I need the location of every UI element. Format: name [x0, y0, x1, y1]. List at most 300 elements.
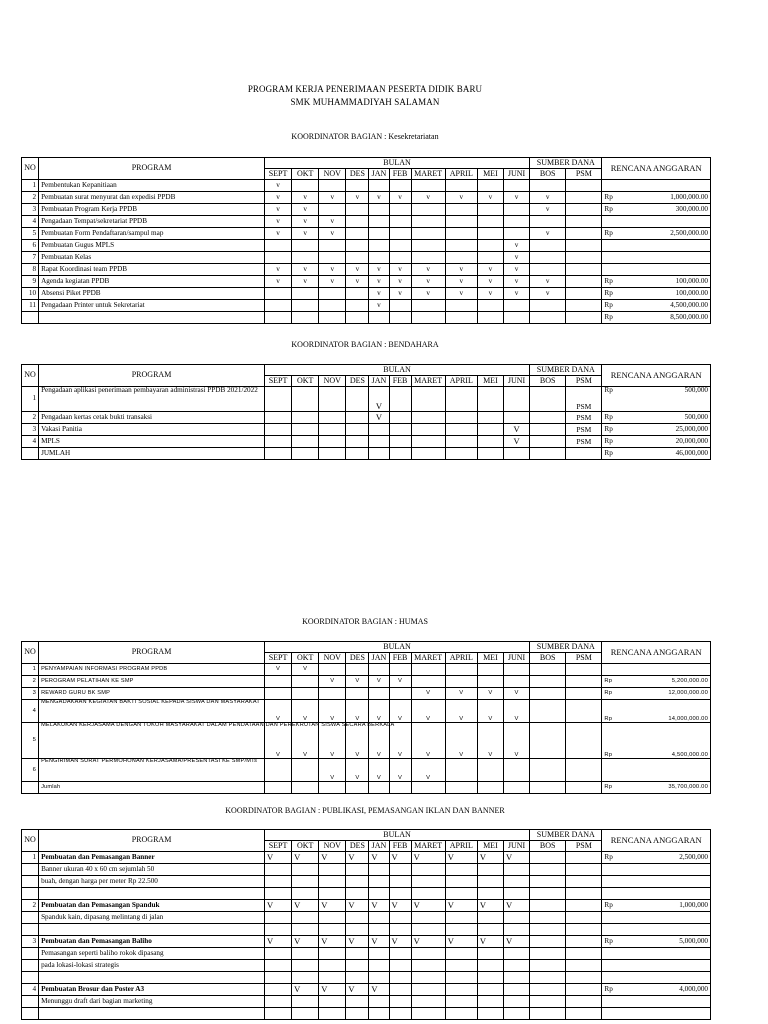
month-check — [265, 924, 292, 936]
table-row — [22, 782, 711, 794]
month-check — [292, 424, 319, 436]
header-month: NOV — [319, 841, 346, 852]
month-check — [319, 864, 346, 876]
program-cell: Vakasi Panitia — [39, 424, 265, 436]
budget-amount: 8,500,000.00 — [639, 312, 710, 324]
month-check — [265, 996, 292, 1008]
month-check — [265, 1008, 292, 1020]
source-psm — [566, 264, 602, 276]
currency-label — [602, 216, 639, 228]
row-number: 2 — [22, 676, 39, 688]
month-check — [503, 782, 529, 794]
month-check — [265, 288, 292, 300]
month-check — [346, 972, 369, 984]
month-check — [477, 312, 503, 324]
month-check: V — [369, 852, 389, 864]
source-bos — [530, 676, 566, 688]
header-program: PROGRAM — [39, 365, 265, 387]
row-number: 4 — [22, 436, 39, 448]
month-check — [411, 948, 445, 960]
budget-amount — [639, 912, 710, 924]
month-check — [319, 387, 346, 412]
program-cell — [39, 312, 265, 324]
month-check — [369, 864, 389, 876]
month-check: V — [369, 700, 389, 723]
budget-amount: 12,000,000.00 — [639, 688, 710, 700]
header-sumber-dana: SUMBER DANA — [530, 830, 602, 841]
month-check — [346, 912, 369, 924]
month-check — [503, 312, 529, 324]
month-check: V — [265, 852, 292, 864]
month-check: v — [477, 192, 503, 204]
month-check — [477, 1008, 503, 1020]
month-check — [389, 782, 411, 794]
source-bos — [530, 900, 566, 912]
month-check — [445, 888, 477, 900]
month-check — [292, 688, 319, 700]
program-cell: pada lokasi-lokasi strategis — [39, 960, 265, 972]
budget-amount: 1,000,000.00 — [639, 192, 710, 204]
budget-amount — [639, 888, 710, 900]
month-check — [503, 960, 529, 972]
month-check — [369, 960, 389, 972]
source-psm: PSM — [566, 387, 602, 412]
source-bos: v — [530, 192, 566, 204]
header-month: MEI — [477, 169, 503, 180]
month-check — [411, 240, 445, 252]
month-check — [477, 424, 503, 436]
month-check: v — [319, 216, 346, 228]
source-psm — [566, 192, 602, 204]
month-check: v — [411, 192, 445, 204]
month-check: V — [292, 664, 319, 676]
month-check: V — [477, 688, 503, 700]
budget-amount — [639, 240, 710, 252]
month-check — [369, 876, 389, 888]
program-cell: PEROGRAM PELATIHAN KE SMP — [39, 676, 265, 688]
row-number — [22, 996, 39, 1008]
row-number: 6 — [22, 759, 39, 782]
currency-label — [602, 924, 639, 936]
month-check — [445, 300, 477, 312]
month-check — [292, 288, 319, 300]
budget-amount — [639, 924, 710, 936]
month-check: v — [265, 192, 292, 204]
month-check — [477, 960, 503, 972]
header-source: PSM — [566, 376, 602, 387]
month-check — [389, 216, 411, 228]
month-check: V — [411, 723, 445, 759]
month-check: V — [265, 936, 292, 948]
month-check: V — [292, 852, 319, 864]
program-cell: MPLS — [39, 436, 265, 448]
source-bos — [530, 252, 566, 264]
source-bos — [530, 972, 566, 984]
month-check — [411, 387, 445, 412]
header-sumber-dana: SUMBER DANA — [530, 642, 602, 653]
month-check — [346, 240, 369, 252]
month-check — [346, 1008, 369, 1020]
month-check: v — [411, 264, 445, 276]
month-check: V — [411, 900, 445, 912]
month-check — [319, 688, 346, 700]
table-row — [22, 888, 711, 900]
month-check — [292, 996, 319, 1008]
source-bos: v — [530, 204, 566, 216]
month-check: V — [445, 936, 477, 948]
table-row — [22, 424, 711, 436]
header-month: OKT — [292, 169, 319, 180]
source-bos: v — [530, 276, 566, 288]
row-number — [22, 960, 39, 972]
month-check: V — [389, 936, 411, 948]
month-check — [369, 216, 389, 228]
month-check — [503, 996, 529, 1008]
month-check — [477, 300, 503, 312]
month-check — [346, 412, 369, 424]
month-check: v — [319, 192, 346, 204]
header-bulan: BULAN — [265, 158, 530, 169]
month-check: V — [346, 852, 369, 864]
month-check — [389, 300, 411, 312]
month-check: v — [503, 288, 529, 300]
row-number — [22, 312, 39, 324]
row-number — [22, 888, 39, 900]
source-psm: PSM — [566, 424, 602, 436]
header-month: JAN — [369, 841, 389, 852]
currency-label: Rp — [602, 700, 639, 723]
table-bendahara — [21, 364, 711, 460]
month-check — [389, 960, 411, 972]
source-psm — [566, 276, 602, 288]
source-psm — [566, 782, 602, 794]
month-check: V — [346, 723, 369, 759]
month-check: V — [265, 664, 292, 676]
header-sumber-dana: SUMBER DANA — [530, 365, 602, 376]
budget-amount: 100,000.00 — [639, 288, 710, 300]
month-check: V — [411, 759, 445, 782]
month-check: V — [389, 723, 411, 759]
month-check — [411, 984, 445, 996]
source-bos — [530, 448, 566, 460]
program-label: Pembuatan Brosur dan Poster A3 — [41, 984, 145, 993]
row-number: 1 — [22, 664, 39, 676]
month-check — [319, 888, 346, 900]
month-check: v — [477, 264, 503, 276]
program-cell: Jumlah — [39, 782, 265, 794]
month-check — [411, 252, 445, 264]
month-check — [265, 436, 292, 448]
month-check — [389, 312, 411, 324]
currency-label: Rp — [602, 782, 639, 794]
row-number — [22, 912, 39, 924]
month-check — [319, 180, 346, 192]
month-check — [389, 240, 411, 252]
month-check — [477, 216, 503, 228]
row-number: 4 — [22, 216, 39, 228]
month-check: V — [319, 852, 346, 864]
month-check: v — [411, 276, 445, 288]
month-check — [477, 984, 503, 996]
budget-amount — [639, 1008, 710, 1020]
month-check — [265, 888, 292, 900]
source-psm — [566, 924, 602, 936]
currency-label: Rp — [602, 300, 639, 312]
row-number: 3 — [22, 204, 39, 216]
program-cell: Spanduk kain, dipasang melintang di jalan — [39, 912, 265, 924]
header-month: OKT — [292, 841, 319, 852]
month-check — [389, 996, 411, 1008]
table-row — [22, 924, 711, 936]
header-month: JAN — [369, 376, 389, 387]
month-check — [411, 436, 445, 448]
month-check — [265, 948, 292, 960]
month-check — [389, 688, 411, 700]
month-check: V — [292, 984, 319, 996]
header-rencana-anggaran: RENCANA ANGGARAN — [602, 365, 711, 387]
month-check: v — [292, 204, 319, 216]
currency-label — [602, 912, 639, 924]
header-month: JUNI — [503, 841, 529, 852]
month-check — [292, 180, 319, 192]
currency-label — [602, 972, 639, 984]
month-check: V — [369, 387, 389, 412]
month-check: v — [369, 264, 389, 276]
source-psm — [566, 204, 602, 216]
month-check — [319, 876, 346, 888]
header-row — [22, 158, 711, 169]
month-check — [292, 759, 319, 782]
month-check: V — [477, 723, 503, 759]
month-check — [265, 876, 292, 888]
header-no: NO — [22, 158, 39, 180]
month-check — [445, 782, 477, 794]
program-cell: Pembuatan Form Pendaftaran/sampul map — [39, 228, 265, 240]
month-check: V — [319, 700, 346, 723]
month-check — [389, 1008, 411, 1020]
source-psm — [566, 936, 602, 948]
month-check — [346, 924, 369, 936]
month-check — [503, 876, 529, 888]
month-check — [411, 876, 445, 888]
header-month: FEB — [389, 841, 411, 852]
row-number: 3 — [22, 688, 39, 700]
header-source: BOS — [530, 169, 566, 180]
month-check — [369, 948, 389, 960]
month-check — [346, 864, 369, 876]
row-number: 1 — [22, 180, 39, 192]
program-label: Pembuatan dan Pemasangan Banner — [41, 852, 155, 861]
month-check: V — [319, 936, 346, 948]
month-check — [369, 924, 389, 936]
source-bos — [530, 300, 566, 312]
source-psm — [566, 723, 602, 759]
program-cell: Absensi Piket PPDB — [39, 288, 265, 300]
month-check: V — [503, 723, 529, 759]
source-bos — [530, 996, 566, 1008]
header-month: DES — [346, 376, 369, 387]
currency-label: Rp — [602, 723, 639, 759]
header-month: JUNI — [503, 169, 529, 180]
source-bos — [530, 852, 566, 864]
month-check: V — [369, 412, 389, 424]
currency-label: Rp — [602, 312, 639, 324]
month-check — [369, 888, 389, 900]
table-row — [22, 759, 711, 782]
table-row — [22, 876, 711, 888]
table-humas — [21, 641, 711, 794]
currency-label: Rp — [602, 276, 639, 288]
month-check — [292, 412, 319, 424]
header-month: FEB — [389, 653, 411, 664]
month-check — [477, 180, 503, 192]
row-number: 10 — [22, 288, 39, 300]
month-check — [265, 312, 292, 324]
month-check — [411, 664, 445, 676]
header-row — [22, 365, 711, 376]
month-check — [319, 288, 346, 300]
month-check — [477, 759, 503, 782]
month-check: V — [369, 984, 389, 996]
month-check — [346, 688, 369, 700]
month-check — [411, 412, 445, 424]
source-bos — [530, 664, 566, 676]
table-row — [22, 900, 711, 912]
month-check: v — [319, 264, 346, 276]
header-month: DES — [346, 841, 369, 852]
currency-label — [602, 888, 639, 900]
currency-label: Rp — [602, 204, 639, 216]
program-cell: REWARD GURU BK SMP — [39, 688, 265, 700]
source-psm — [566, 252, 602, 264]
program-cell: Agenda kegiatan PPDB — [39, 276, 265, 288]
month-check: V — [445, 688, 477, 700]
month-check — [445, 876, 477, 888]
program-cell: Pengadaan Printer untuk Sekretariat — [39, 300, 265, 312]
month-check: V — [389, 676, 411, 688]
section-title-publikasi: KOORDINATOR BAGIAN : PUBLIKASI, PEMASANGAN IKLAN DAN BANNER — [225, 806, 505, 815]
source-bos — [530, 924, 566, 936]
month-check — [477, 240, 503, 252]
month-check — [369, 1008, 389, 1020]
month-check — [369, 912, 389, 924]
month-check — [389, 924, 411, 936]
month-check — [445, 864, 477, 876]
month-check: V — [265, 700, 292, 723]
month-check — [369, 688, 389, 700]
program-cell: Pembuatan surat menyurat dan expedisi PPDB — [39, 192, 265, 204]
month-check — [477, 204, 503, 216]
row-number: 2 — [22, 192, 39, 204]
month-check — [445, 948, 477, 960]
month-check: V — [477, 900, 503, 912]
program-cell: Menunggu draft dari bagian marketing — [39, 996, 265, 1008]
row-number — [22, 876, 39, 888]
budget-amount: 1,000,000 — [639, 900, 710, 912]
source-bos — [530, 864, 566, 876]
month-check: v — [389, 288, 411, 300]
month-check — [319, 996, 346, 1008]
table-row — [22, 723, 711, 759]
month-check — [319, 448, 346, 460]
month-check — [265, 984, 292, 996]
source-psm — [566, 240, 602, 252]
month-check — [411, 300, 445, 312]
currency-label: Rp — [602, 984, 639, 996]
month-check: V — [477, 852, 503, 864]
month-check: V — [292, 700, 319, 723]
month-check — [319, 664, 346, 676]
table-kesekretariatan — [21, 157, 711, 324]
row-number — [22, 972, 39, 984]
budget-amount: 35,700,000.00 — [639, 782, 710, 794]
source-psm — [566, 972, 602, 984]
month-check — [346, 448, 369, 460]
month-check: V — [445, 700, 477, 723]
month-check — [445, 984, 477, 996]
row-number: 5 — [22, 723, 39, 759]
source-bos — [530, 264, 566, 276]
source-bos — [530, 984, 566, 996]
header-row — [22, 642, 711, 653]
month-check: v — [503, 192, 529, 204]
table-row — [22, 996, 711, 1008]
source-psm — [566, 664, 602, 676]
source-bos — [530, 1008, 566, 1020]
month-check: v — [346, 264, 369, 276]
month-check: V — [369, 900, 389, 912]
month-check — [319, 436, 346, 448]
table-row — [22, 960, 711, 972]
month-check: v — [411, 288, 445, 300]
month-check: V — [369, 759, 389, 782]
program-label: Pembuatan dan Pemasangan Baliho — [41, 936, 152, 945]
table-row — [22, 312, 711, 324]
month-check — [503, 180, 529, 192]
budget-amount — [639, 180, 710, 192]
month-check — [346, 782, 369, 794]
header-month: JAN — [369, 653, 389, 664]
budget-amount — [639, 948, 710, 960]
program-cell: Rapat Koordinasi team PPDB — [39, 264, 265, 276]
month-check — [445, 312, 477, 324]
month-check: V — [292, 723, 319, 759]
currency-label — [602, 864, 639, 876]
header-no: NO — [22, 365, 39, 387]
month-check: V — [346, 900, 369, 912]
table-row — [22, 948, 711, 960]
row-number — [22, 782, 39, 794]
month-check — [346, 424, 369, 436]
month-check: v — [369, 300, 389, 312]
month-check: V — [503, 936, 529, 948]
month-check: v — [503, 276, 529, 288]
month-check — [346, 387, 369, 412]
month-check — [477, 888, 503, 900]
month-check — [265, 387, 292, 412]
month-check — [389, 888, 411, 900]
source-bos — [530, 876, 566, 888]
month-check: V — [346, 936, 369, 948]
source-bos — [530, 312, 566, 324]
table-row — [22, 972, 711, 984]
month-check: V — [265, 723, 292, 759]
month-check — [389, 972, 411, 984]
month-check — [369, 424, 389, 436]
header-bulan: BULAN — [265, 365, 530, 376]
month-check: V — [292, 936, 319, 948]
month-check — [346, 228, 369, 240]
